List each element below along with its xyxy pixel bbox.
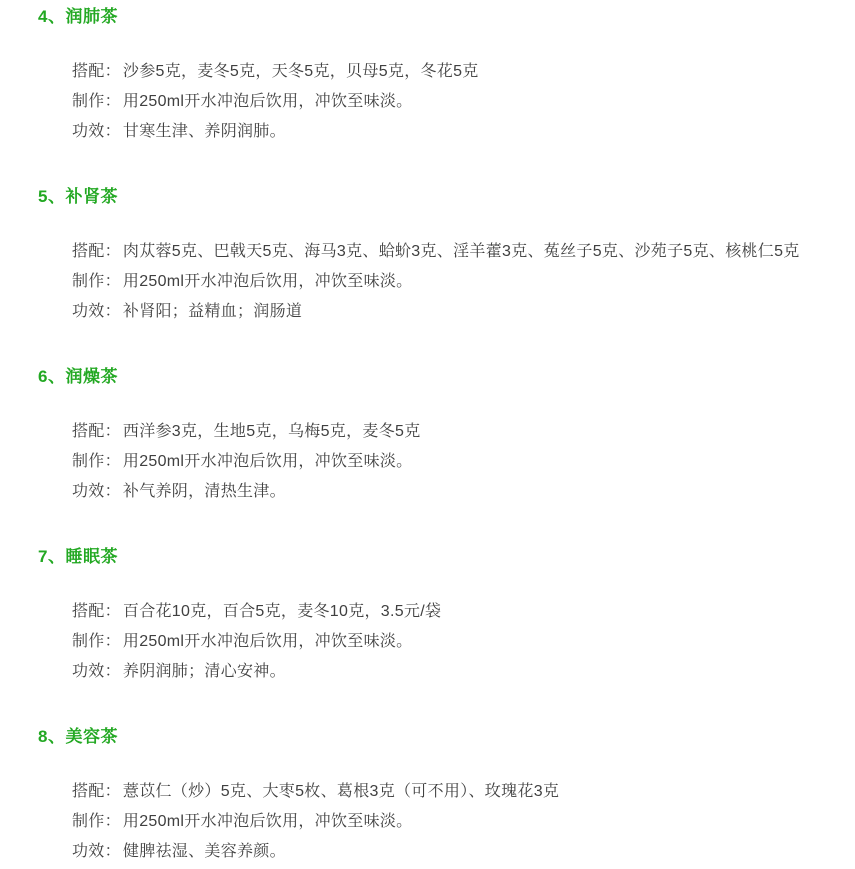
section-heading: 7、睡眠茶 — [38, 547, 118, 566]
line-label: 制作： — [72, 813, 121, 830]
recipe-line — [72, 417, 855, 447]
line-label: 功效： — [72, 123, 121, 140]
recipe-line — [72, 117, 855, 147]
line-label: 搭配： — [72, 243, 121, 260]
recipe-lines — [72, 777, 855, 867]
line-label: 功效： — [72, 303, 121, 320]
line-label: 功效： — [72, 843, 121, 860]
recipe-lines — [72, 57, 855, 147]
recipe-line — [72, 597, 855, 627]
tea-section — [0, 7, 855, 147]
line-label: 制作： — [72, 273, 121, 290]
line-text: 补气养阴，清热生津。 — [122, 483, 286, 500]
line-text: 用250ml开水冲泡后饮用，冲饮至味淡。 — [122, 633, 413, 650]
recipe-line — [72, 267, 855, 297]
line-text: 养阴润肺；清心安神。 — [122, 663, 286, 680]
line-text: 西洋参3克，生地5克，乌梅5克，麦冬5克 — [122, 423, 421, 440]
recipe-line — [72, 807, 855, 837]
recipe-line — [72, 477, 855, 507]
line-label: 功效： — [72, 663, 121, 680]
tea-recipe-list — [0, 7, 855, 867]
section-heading: 8、美容茶 — [38, 727, 118, 746]
recipe-line — [72, 57, 855, 87]
line-text: 薏苡仁（炒）5克、大枣5枚、葛根3克（可不用）、玫瑰花3克 — [122, 783, 560, 800]
line-label: 搭配： — [72, 423, 121, 440]
recipe-line — [72, 447, 855, 477]
tea-section — [0, 727, 855, 867]
line-label: 制作： — [72, 453, 121, 470]
recipe-lines — [72, 417, 855, 507]
section-heading: 6、润燥茶 — [38, 367, 118, 386]
recipe-line — [72, 777, 855, 807]
line-label: 制作： — [72, 633, 121, 650]
line-text: 肉苁蓉5克、巴戟天5克、海马3克、蛤蚧3克、淫羊藿3克、菟丝子5克、沙苑子5克、核桃仁5克 — [122, 243, 800, 260]
recipe-lines — [72, 597, 855, 687]
line-text: 百合花10克，百合5克，麦冬10克，3.5元/袋 — [122, 603, 442, 620]
line-label: 搭配： — [72, 603, 121, 620]
line-label: 制作： — [72, 93, 121, 110]
section-heading: 4、润肺茶 — [38, 7, 118, 26]
line-text: 用250ml开水冲泡后饮用，冲饮至味淡。 — [122, 813, 413, 830]
recipe-line — [72, 87, 855, 117]
recipe-line — [72, 627, 855, 657]
recipe-line — [72, 837, 855, 867]
tea-section — [0, 187, 855, 327]
line-text: 健脾祛湿、美容养颜。 — [122, 843, 286, 860]
line-label: 搭配： — [72, 63, 121, 80]
line-text: 沙参5克，麦冬5克，天冬5克，贝母5克，冬花5克 — [122, 63, 479, 80]
recipe-lines — [72, 237, 855, 327]
line-label: 功效： — [72, 483, 121, 500]
line-text: 用250ml开水冲泡后饮用，冲饮至味淡。 — [122, 273, 413, 290]
line-text: 用250ml开水冲泡后饮用，冲饮至味淡。 — [122, 93, 413, 110]
recipe-line — [72, 297, 855, 327]
recipe-line — [72, 237, 855, 267]
line-text: 补肾阳；益精血；润肠道 — [122, 303, 303, 320]
section-heading: 5、补肾茶 — [38, 187, 118, 206]
line-text: 甘寒生津、养阴润肺。 — [122, 123, 286, 140]
line-label: 搭配： — [72, 783, 121, 800]
tea-section — [0, 547, 855, 687]
tea-section — [0, 367, 855, 507]
recipe-line — [72, 657, 855, 687]
line-text: 用250ml开水冲泡后饮用，冲饮至味淡。 — [122, 453, 413, 470]
